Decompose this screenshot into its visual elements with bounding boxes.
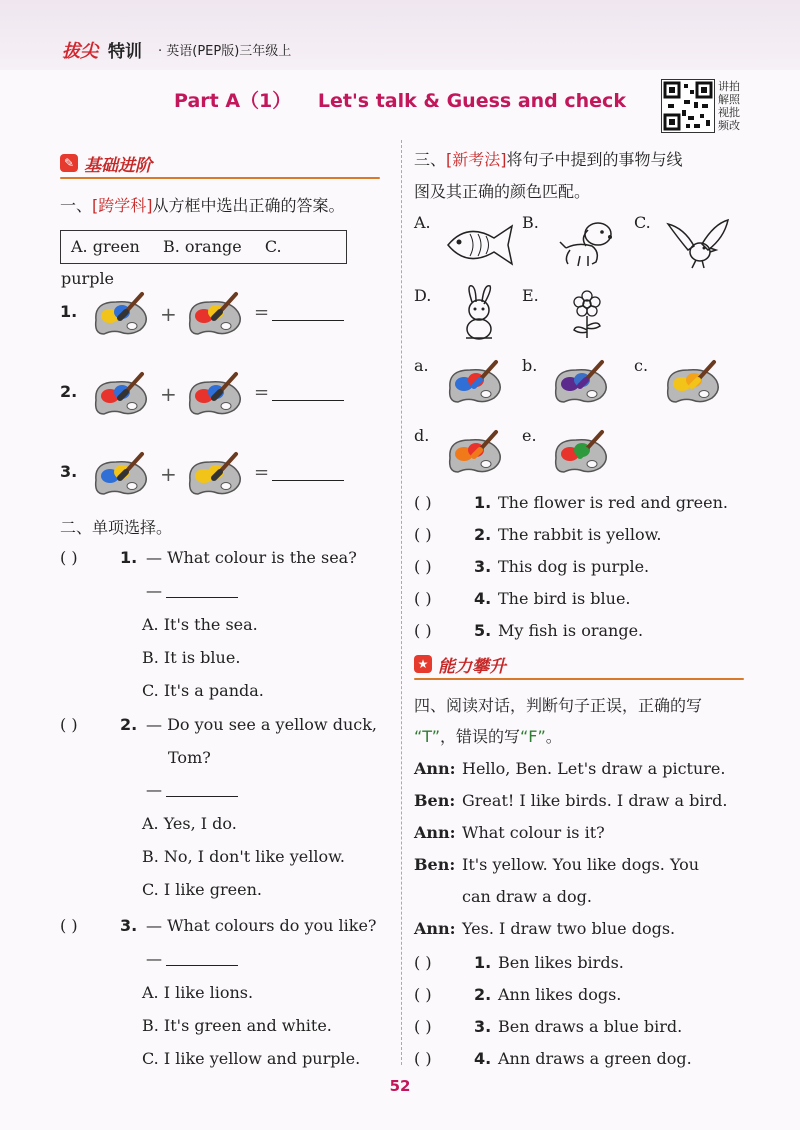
q2-heading: 二、单项选择。 xyxy=(60,518,173,537)
statement-number: 2. xyxy=(474,985,492,1004)
flower-drawing xyxy=(566,290,608,342)
equals-sign: = xyxy=(254,382,270,403)
sentence-number: 4. xyxy=(474,589,492,608)
picture-label: D. xyxy=(414,286,432,305)
dialogue-line: It's yellow. You like dogs. You xyxy=(462,855,700,874)
column-divider xyxy=(401,140,403,1065)
star-icon: ★ xyxy=(414,655,432,673)
sentence-text: The flower is red and green. xyxy=(498,493,728,512)
dialogue-speaker: Ann: xyxy=(414,919,456,938)
dialogue-speaker: Ben: xyxy=(414,855,456,874)
dialogue-line: Yes. I draw two blue dogs. xyxy=(462,919,676,938)
answer-blank[interactable] xyxy=(166,965,238,966)
answer-paren[interactable]: ( ) xyxy=(60,548,78,567)
sentence-number: 5. xyxy=(474,621,492,640)
answer-paren[interactable]: ( ) xyxy=(414,589,432,608)
answer-blank[interactable] xyxy=(166,597,238,598)
q1-item-number: 1. xyxy=(60,302,78,321)
choice-option: A. It's the sea. xyxy=(142,615,258,634)
dialogue-line: can draw a dog. xyxy=(462,887,592,906)
q3-heading-line2: 图及其正确的颜色匹配。 xyxy=(414,182,591,201)
choice-option: B. It's green and white. xyxy=(142,1016,332,1035)
book-title: · 英语(PEP版)三年级上 xyxy=(158,44,292,59)
q1-item-number: 3. xyxy=(60,462,78,481)
qr-code[interactable] xyxy=(661,79,715,133)
title-topic: Let's talk & Guess and check xyxy=(317,90,626,112)
answer-blank[interactable] xyxy=(272,320,344,321)
question-text: — What colours do you like? xyxy=(146,916,377,935)
picture-label: C. xyxy=(634,213,651,232)
page-number: 52 xyxy=(389,1077,411,1095)
brand-logo: 拔尖 xyxy=(62,41,98,62)
palette-label: c. xyxy=(634,356,649,375)
dialogue-line: What colour is it? xyxy=(462,823,605,842)
answer-paren[interactable]: ( ) xyxy=(414,1017,432,1036)
statement-number: 1. xyxy=(474,953,492,972)
section-underline xyxy=(414,678,744,680)
plus-sign: + xyxy=(160,302,177,326)
q1-option: A. green xyxy=(71,237,140,256)
statement-number: 3. xyxy=(474,1017,492,1036)
q1-option: B. orange xyxy=(162,237,242,256)
q4-heading-line2: “T”，错误的写“F”。 xyxy=(414,727,562,746)
choice-option: C. It's a panda. xyxy=(142,681,264,700)
q1-item-number: 2. xyxy=(60,382,78,401)
section-basic-heading: 基础进阶 xyxy=(84,156,152,176)
reply-dash: — xyxy=(146,949,162,968)
answer-paren[interactable]: ( ) xyxy=(414,953,432,972)
statement-number: 4. xyxy=(474,1049,492,1068)
palette-label: e. xyxy=(522,426,537,445)
choice-option: A. I like lions. xyxy=(142,983,254,1002)
paint-palette-icon xyxy=(184,450,246,506)
choice-option: C. I like green. xyxy=(142,880,262,899)
bird-drawing xyxy=(664,218,732,270)
choice-option: C. I like yellow and purple. xyxy=(142,1049,361,1068)
choice-option: B. No, I don't like yellow. xyxy=(142,847,345,866)
choice-option: A. Yes, I do. xyxy=(142,814,237,833)
fish-drawing xyxy=(442,220,518,270)
dialogue-line: Hello, Ben. Let's draw a picture. xyxy=(462,759,726,778)
qr-label: 讲拍解照视批频改 xyxy=(718,80,740,132)
picture-label: A. xyxy=(414,213,431,232)
paint-palette-icon xyxy=(90,290,152,346)
title-part: Part A（1） xyxy=(174,90,292,112)
paint-palette-icon xyxy=(444,428,506,484)
dog-drawing xyxy=(558,218,620,270)
statement-text: Ann draws a green dog. xyxy=(498,1049,692,1068)
answer-blank[interactable] xyxy=(166,796,238,797)
sentence-number: 1. xyxy=(474,493,492,512)
question-number: 2. xyxy=(120,715,138,734)
sentence-text: This dog is purple. xyxy=(498,557,650,576)
section-underline xyxy=(60,177,380,179)
q3-tag: [新考法] xyxy=(446,150,507,169)
q3-heading: 三、[新考法]将句子中提到的事物与线 xyxy=(414,150,683,169)
sentence-text: My fish is orange. xyxy=(498,621,644,640)
paint-palette-icon xyxy=(550,428,612,484)
answer-paren[interactable]: ( ) xyxy=(414,525,432,544)
q1-option: C. purple xyxy=(61,237,282,288)
dialogue-line: Great! I like birds. I draw a bird. xyxy=(462,791,728,810)
sentence-number: 2. xyxy=(474,525,492,544)
question-text: — What colour is the sea? xyxy=(146,548,357,567)
sentence-text: The rabbit is yellow. xyxy=(498,525,662,544)
q1-tag: [跨学科] xyxy=(92,196,153,215)
palette-label: b. xyxy=(522,356,538,375)
paint-palette-icon xyxy=(90,450,152,506)
reply-dash: — xyxy=(146,581,162,600)
answer-paren[interactable]: ( ) xyxy=(414,621,432,640)
equals-sign: = xyxy=(254,462,270,483)
dialogue-speaker: Ann: xyxy=(414,759,456,778)
question-number: 3. xyxy=(120,916,138,935)
brand-logo-2: 特训 xyxy=(108,42,142,62)
q1-option-box xyxy=(60,230,347,288)
paint-palette-icon xyxy=(184,370,246,426)
answer-paren[interactable]: ( ) xyxy=(414,557,432,576)
paint-palette-icon xyxy=(444,358,506,414)
paint-palette-icon xyxy=(184,290,246,346)
plus-sign: + xyxy=(160,462,177,486)
question-number: 1. xyxy=(120,548,138,567)
dialogue-speaker: Ben: xyxy=(414,791,456,810)
paint-palette-icon xyxy=(662,358,724,414)
picture-label: B. xyxy=(522,213,539,232)
answer-paren[interactable]: ( ) xyxy=(414,1049,432,1068)
pencil-icon: ✎ xyxy=(60,154,78,172)
palette-label: d. xyxy=(414,426,430,445)
question-text: — Do you see a yellow duck, xyxy=(146,715,377,734)
statement-text: Ann likes dogs. xyxy=(498,985,622,1004)
q1-heading: 一、[跨学科]从方框中选出正确的答案。 xyxy=(60,196,345,215)
sentence-text: The bird is blue. xyxy=(498,589,631,608)
dialogue-speaker: Ann: xyxy=(414,823,456,842)
rabbit-drawing xyxy=(456,282,502,342)
picture-label: E. xyxy=(522,286,539,305)
statement-text: Ben draws a blue bird. xyxy=(498,1017,683,1036)
reply-dash: — xyxy=(146,780,162,799)
paint-palette-icon xyxy=(550,358,612,414)
sentence-number: 3. xyxy=(474,557,492,576)
statement-text: Ben likes birds. xyxy=(498,953,624,972)
plus-sign: + xyxy=(160,382,177,406)
answer-paren[interactable]: ( ) xyxy=(414,985,432,1004)
choice-option: B. It is blue. xyxy=(142,648,241,667)
answer-paren[interactable]: ( ) xyxy=(60,715,78,734)
equals-sign: = xyxy=(254,302,270,323)
answer-paren[interactable]: ( ) xyxy=(60,916,78,935)
paint-palette-icon xyxy=(90,370,152,426)
answer-blank[interactable] xyxy=(272,400,344,401)
section-advanced-heading: 能力攀升 xyxy=(438,657,506,677)
palette-label: a. xyxy=(414,356,429,375)
answer-blank[interactable] xyxy=(272,480,344,481)
answer-paren[interactable]: ( ) xyxy=(414,493,432,512)
question-text-cont: Tom? xyxy=(168,748,211,767)
q4-heading: 四、阅读对话，判断句子正误，正确的写 xyxy=(414,696,703,715)
